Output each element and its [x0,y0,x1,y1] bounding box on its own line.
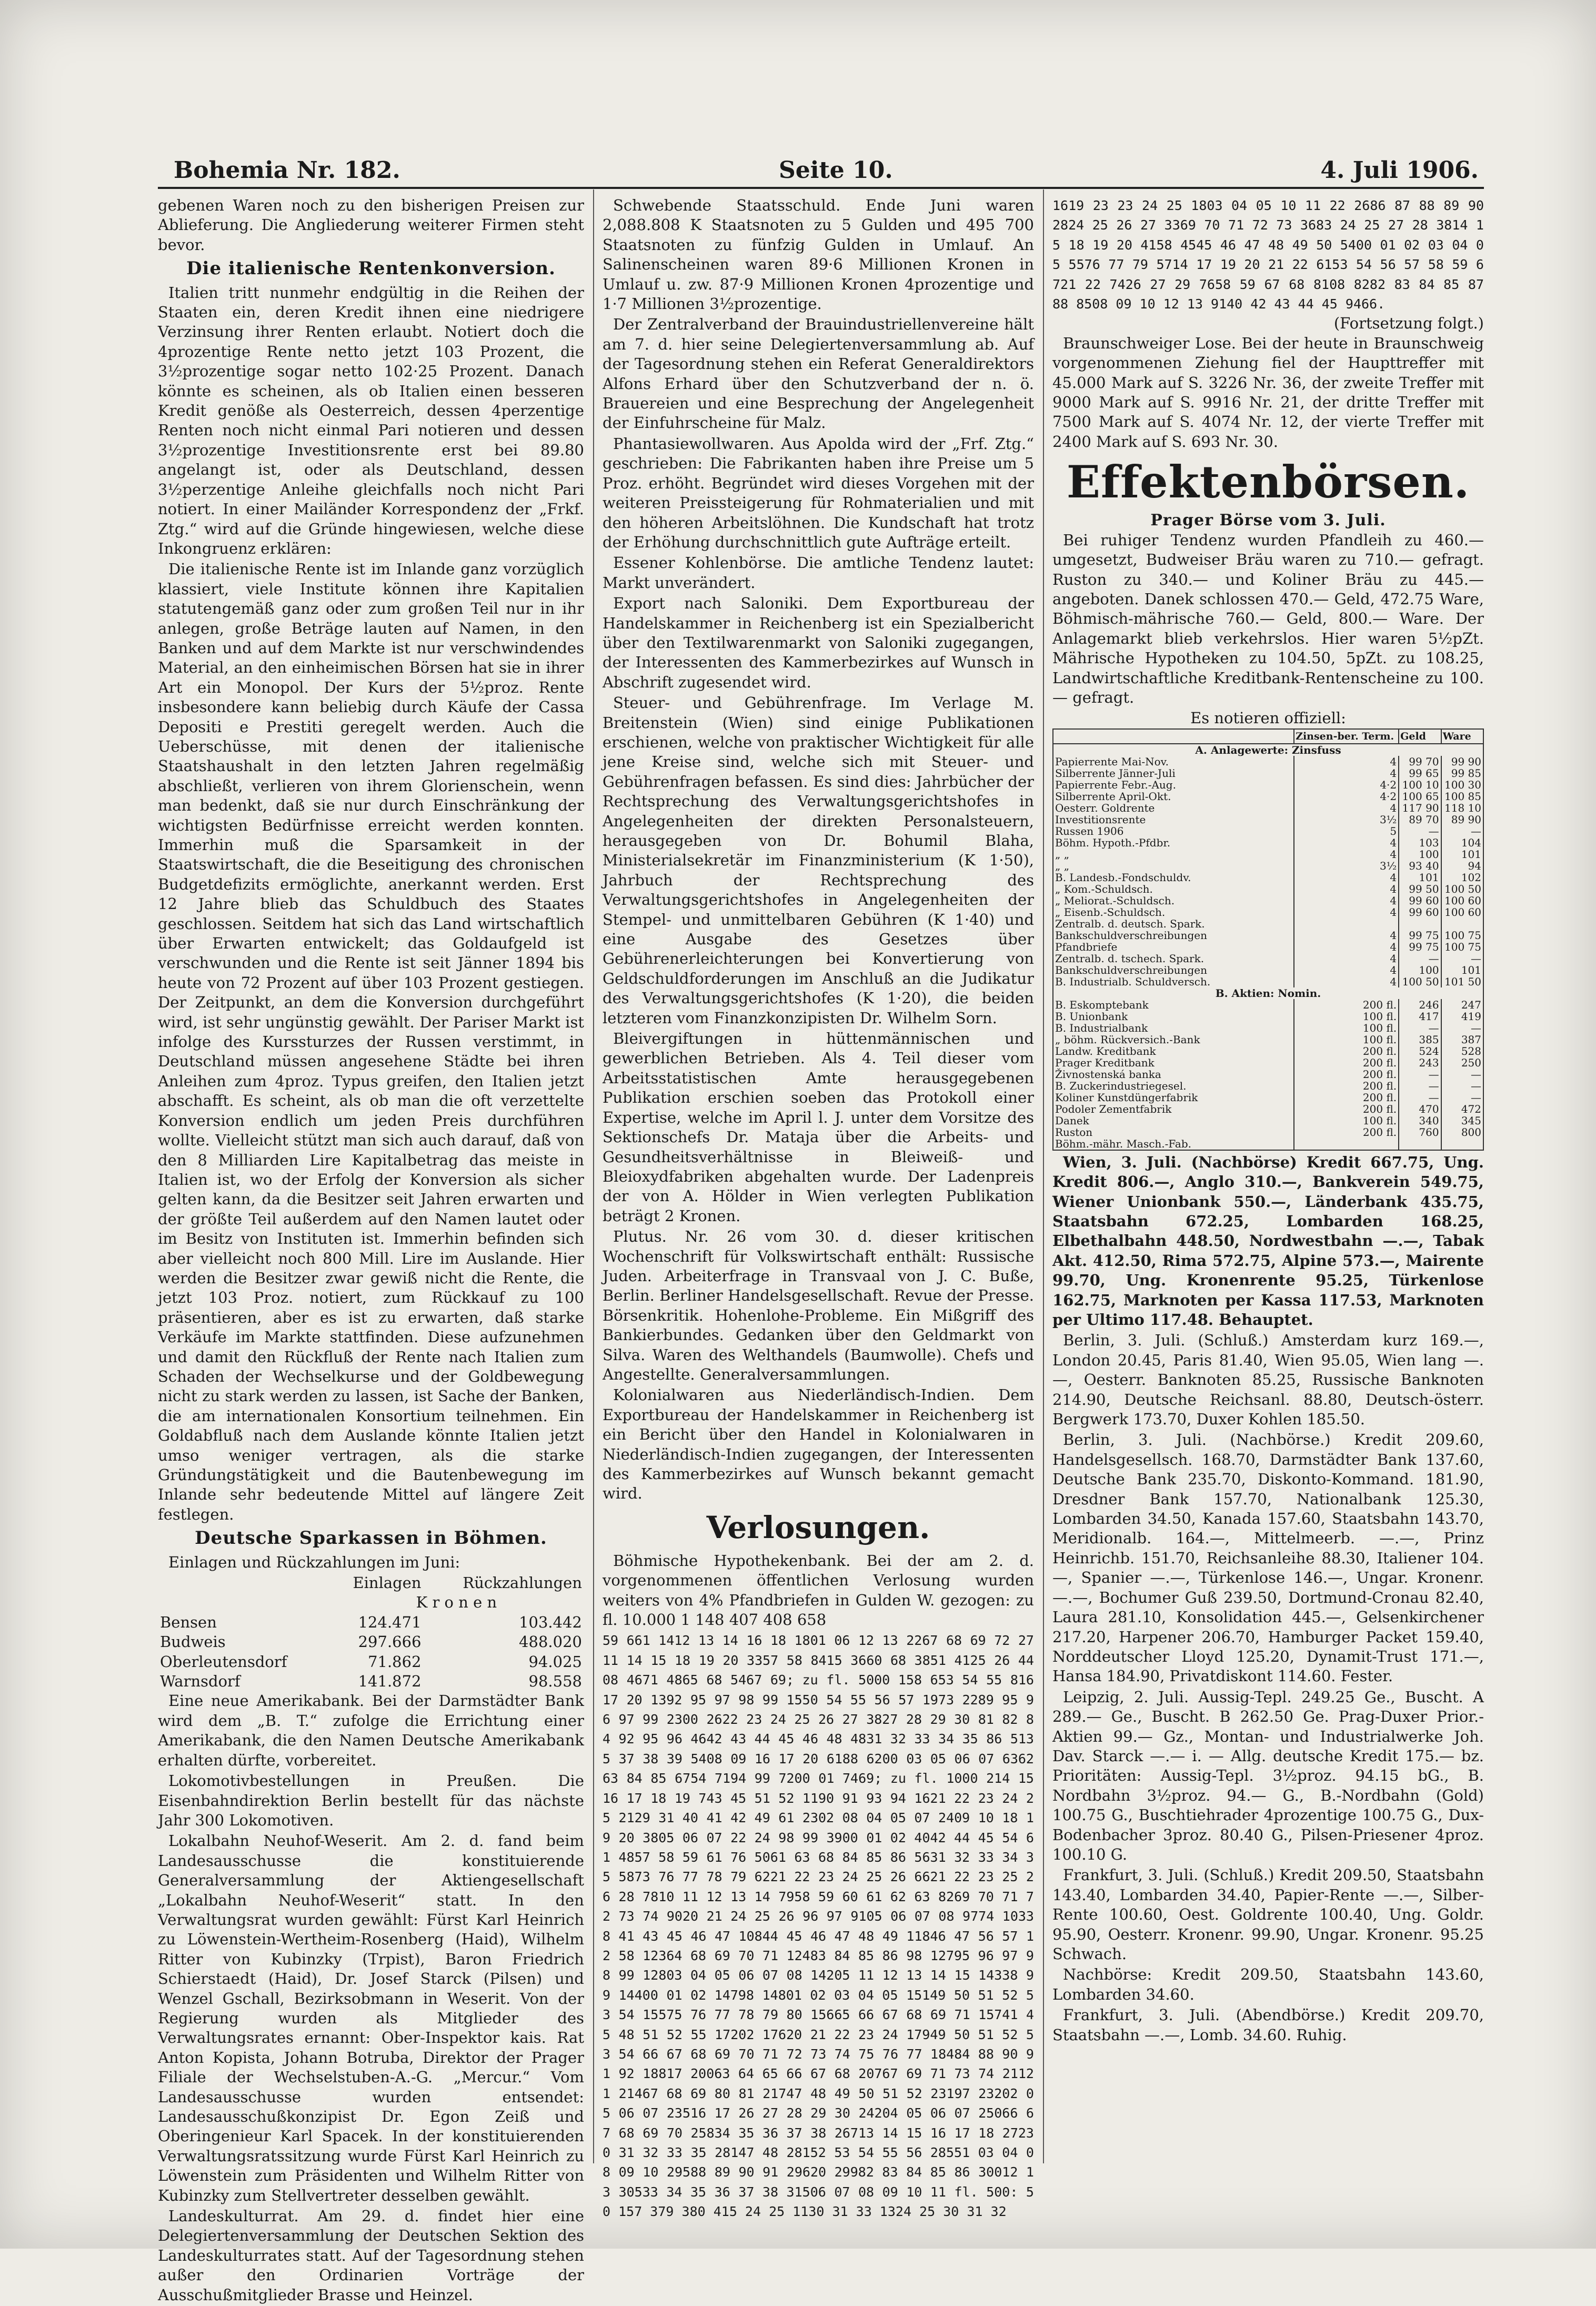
table-cell: 4 [1294,837,1399,848]
table-cell: — [1441,825,1483,837]
paragraph: Essener Kohlenbörse. Die amtliche Tendenz lautet: Markt unverändert. [603,554,1034,592]
table-cell: 528 [1441,1045,1483,1057]
paragraph: Plutus. Nr. 26 vom 30. d. dieser kritischen Wochenschrift für Volkswirtschaft enthält: Russische Juden. Arbeiterfrage in Transvaal von J. C. Buße, Berlin. Berliner Handelsgesellschaft. Revue der Presse. Börsenkritik. Hohenlohe-Probleme. Ein Mißgriff des Bankierbundes. Gedanken über den Geldmarkt von Silva. Waren des Welthandels (Baumwolle). Chefs und Angestellte. Generalversammlungen. [603,1227,1034,1383]
table-cell: 4 [1294,848,1399,860]
table-cell: Prager Kreditbank [1053,1057,1294,1069]
table-header-cell: Zinsen-ber. Term. [1294,729,1399,744]
table-cell: Ruston [1053,1126,1294,1138]
section-heading-effektenboersen: Effektenbörsen. [1066,456,1470,508]
table-cell: 200 fl. [1294,1069,1399,1080]
table-cell: 100 fl. [1294,1022,1399,1034]
table-cell: — [1399,1080,1441,1092]
table-cell: 98.558 [528,1672,582,1691]
table-cell: 3½ [1294,814,1399,825]
table-cell: Oesterr. Goldrente [1053,802,1294,814]
table-cell: 488.020 [519,1633,582,1651]
table-cell: 200 fl. [1294,1092,1399,1103]
newspaper-title: Bohemia Nr. 182. [174,157,400,184]
table-cell: 4·2 [1294,791,1399,802]
table-cell: 800 [1441,1126,1483,1138]
paragraph: Eine neue Amerikabank. Bei der Darmstädter Bank wird dem „B. T.“ zufolge die Errichtung einer Amerikabank, die den Namen Deutsche Amerikabank erhalten dürfte, vorbereitet. [158,1692,584,1769]
table-cell: — [1441,1069,1483,1080]
table-cell: Pfandbriefe [1053,941,1294,953]
column-divider-2 [1043,189,1044,2163]
table-cell: 4 [1294,756,1399,767]
table-cell: 124.471 [358,1613,421,1631]
table-cell: 417 [1399,1011,1441,1022]
table-cell: 100 30 [1441,779,1483,791]
table-cell: 89 90 [1441,814,1483,825]
table-cell [1399,1138,1441,1150]
table-cell: Bankschuldverschreibungen [1053,964,1294,976]
table-row [1053,918,1483,930]
lottery-number-list: 59 661 1412 13 14 16 18 1801 06 12 13 2267 68 69 72 2711 14 15 18 19 20 3357 58 8415 3660 68 3851 4125 26 4408 4671 4865 68 5467 69; zu fl. 5000 158 653 54 55 816 17 20 1392 95 97 98 99 1550 54 55 56 57 1973 2289 95 96 97 99 2300 2622 23 24 25 26 27 3827 28 29 30 81 82 84 92 95 96 4642 43 44 45 46 48 4831 32 33 34 35 86 5135 37 38 39 5408 09 16 17 20 6188 6200 03 05 06 07 6362 63 84 85 6754 7194 99 7200 01 7469; zu fl. 1000 214 15 16 17 18 19 743 45 51 52 1190 91 93 94 1621 22 23 24 25 2129 31 40 41 42 49 61 2302 08 04 05 07 2409 10 18 19 20 3805 06 07 22 24 98 99 3900 01 02 4042 44 45 54 61 4857 58 59 61 76 5061 63 68 84 85 86 5631 32 33 34 35 5873 76 77 78 79 6221 22 23 24 25 26 6621 22 23 25 26 28 7810 11 12 13 14 7958 59 60 61 62 63 8269 70 71 72 73 74 9020 21 24 25 26 96 97 9105 06 07 08 9774 10338 41 43 45 46 47 10844 45 46 47 48 49 11846 47 56 57 12 58 12364 68 69 70 71 12483 84 85 86 98 12795 96 97 98 99 12803 04 05 06 07 08 14205 11 12 13 14 15 14338 99 14400 01 02 14798 14801 02 03 04 05 15149 50 51 52 53 54 15575 76 77 78 79 80 15665 66 67 68 69 71 15741 45 48 51 52 55 17202 17620 21 22 23 24 17949 50 51 52 53 54 66 67 68 69 70 71 72 73 74 75 76 77 18484 88 90 91 92 18817 20063 64 65 66 67 68 20767 69 71 73 74 21121 21467 68 69 80 81 21747 48 49 50 51 52 23197 23202 05 06 07 23516 17 26 27 28 29 30 24204 05 06 07 25066 67 68 69 70 25834 35 36 37 38 26713 14 15 16 17 18 27230 31 32 33 35 28147 48 28152 53 54 55 56 28551 03 04 08 09 10 29588 89 90 91 29620 29982 83 84 85 86 30012 13 30533 34 35 36 37 38 31506 07 08 09 10 11 fl. 500: 50 157 379 380 415 24 25 1130 31 33 1324 25 30 31 32 [603,1633,1034,2220]
table-cell: 99 90 [1441,756,1483,767]
table-cell [1441,918,1483,930]
paragraph: Böhmische Hypothekenbank. Bei der am 2. d. vorgenommenen öffentlichen Verlosung wurden weiters von 4% Pfandbriefen in Gulden W. gezogen: zu fl. 10.000 1 148 407 408 658 [603,1551,1034,1629]
paragraph: gebenen Waren noch zu den bisherigen Preisen zur Ablieferung. Die Angliederung weiterer Firmen steht bevor. [158,196,584,254]
table-row [1053,1034,1483,1045]
table-cell: 247 [1441,999,1483,1011]
table-row [1053,999,1483,1011]
table-cell: 4 [1294,767,1399,779]
table-cell: B. Eskomptebank [1053,999,1294,1011]
table-cell: 200 fl. [1294,1057,1399,1069]
table-cell: 4 [1294,930,1399,941]
table-cell: 387 [1441,1034,1483,1045]
table-cell: B. Zuckerindustriegesel. [1053,1080,1294,1092]
table-cell: 99 60 [1399,906,1441,918]
table-row [1053,848,1483,860]
table-cell: 103 [1399,837,1441,848]
table-cell: 100 [1399,848,1441,860]
savings-bank-table [158,1573,584,1691]
table-cell: „ „ [1053,848,1294,860]
table-cell: 99 85 [1441,767,1483,779]
table-row [1053,883,1483,895]
column-divider-1 [593,189,594,2163]
table-row [1053,814,1483,825]
table-cell: Oberleutensdorf [160,1652,287,1671]
table-cell: „ Kom.-Schuldsch. [1053,883,1294,895]
table-cell: 100 60 [1441,895,1483,906]
table-cell: Zentralb. d. tschech. Spark. [1053,953,1294,964]
table-cell: 5 [1294,825,1399,837]
table-cell: 250 [1441,1057,1483,1069]
section-heading-verlosungen: Verlosungen. [706,1509,930,1545]
table-cell: 4·2 [1294,779,1399,791]
table-cell: Landw. Kreditbank [1053,1045,1294,1057]
table-cell: 100 10 [1399,779,1441,791]
paragraph: Export nach Saloniki. Dem Exportbureau der Handelskammer in Reichenberg ist ein Spezialbericht über den Textilwarenmarkt von Saloniki zugegangen, der Interessenten des Kammerbezirkes auf Wunsch in Abschrift zugesendet wird. [603,594,1034,691]
table-row [1053,1057,1483,1069]
table-cell: Böhm. Hypoth.-Pfdbr. [1053,837,1294,848]
unit-label: K r o n e n [416,1593,497,1612]
table-cell: 117 90 [1399,802,1441,814]
table-cell: — [1399,1092,1441,1103]
table-cell: Silberrente Jänner-Juli [1053,767,1294,779]
lottery-number-list: 1619 23 23 24 25 1803 04 05 10 11 22 2686 87 88 89 90 2824 25 26 27 3369 70 71 72 73 3683 24 25 27 28 3814 15 18 19 20 4158 4545 46 47 48 49 50 5400 01 02 03 04 05 5576 77 79 5714 17 19 20 21 22 6153 54 56 57 58 59 6721 22 7426 27 29 7658 59 67 68 8108 8282 83 84 85 87 88 8508 09 10 12 13 9140 42 43 44 45 9466. [1052,198,1484,312]
table-cell: 93 40 [1399,860,1441,872]
table-cell: 472 [1441,1103,1483,1115]
table-cell: 760 [1399,1126,1441,1138]
table-row [1053,1092,1483,1103]
table-row [1053,1138,1483,1150]
table-cell: Silberrente April-Okt. [1053,791,1294,802]
table-cell: — [1399,825,1441,837]
table-cell: Papierrente Febr.-Aug. [1053,779,1294,791]
table-cell: 100 85 [1441,791,1483,802]
column-1 [158,196,584,2306]
table-row [1053,964,1483,976]
table-row [1053,860,1483,872]
table-row [1053,906,1483,918]
table-cell: — [1441,1092,1483,1103]
table-cell: B. Landesb.-Fondschuldv. [1053,872,1294,883]
table-cell: 99 75 [1399,941,1441,953]
table-cell: 101 [1441,964,1483,976]
table-cell: 4 [1294,941,1399,953]
paragraph: Leipzig, 2. Juli. Aussig-Tepl. 249.25 Ge., Buscht. A 289.— Ge., Buscht. B 262.50 Ge. Prag-Duxer Prior.-Aktien 99.— Gz., Montan- und Industrialwerke Joh. Dav. Starck —.— i. — Allg. deutsche Kredit 175.— bz. Prioritäten: Aussig-Tepl. 3½proz. 94.15 bG., B. Nordbahn 3½proz. 94.— G., B.-Nordbahn (Gold) 100.75 G., Buschtiehrader 4prozentige 100.75 G., Dux-Bodenbacher 3proz. 80.40 G., Pilsen-Priesener 4proz. 100.10 G. [1052,1688,1484,1863]
paragraph: Berlin, 3. Juli. (Schluß.) Amsterdam kurz 169.—, London 20.45, Paris 81.40, Wien 95.05, Wien lang —.—, Oesterr. Banknoten 85.25, Russische Banknoten 214.90, Deutsche Reichsanl. 88.80, Deutsch-österr. Bergwerk 173.70, Duxer Kohlen 185.50. [1052,1331,1484,1429]
table-cell: 246 [1399,999,1441,1011]
table-row [1053,1045,1483,1057]
table-row [1053,930,1483,941]
table-cell: Russen 1906 [1053,825,1294,837]
table-header-cell: Ware [1441,729,1483,744]
table-cell: 104 [1441,837,1483,848]
price-table [1052,728,1484,1151]
table-cell: 4 [1294,953,1399,964]
table-cell [1294,1138,1399,1150]
table-row [1053,756,1483,767]
table-cell: 100 fl. [1294,1011,1399,1022]
table-cell: B. Unionbank [1053,1011,1294,1022]
table-cell: Bankschuldverschreibungen [1053,930,1294,941]
table-cell: 102 [1441,872,1483,883]
table-cell: Böhm.-mähr. Masch.-Fab. [1053,1138,1294,1150]
paragraph: Braunschweiger Lose. Bei der heute in Braunschweig vorgenommenen Ziehung fiel der Haupttreffer mit 45.000 Mark auf S. 3226 Nr. 36, der zweite Treffer mit 9000 Mark auf S. 9916 Nr. 21, der dritte Treffer mit 7500 Mark auf S. 4074 Nr. 12, der vierte Treffer mit 2400 Mark auf S. 693 Nr. 30. [1052,334,1484,451]
table-row [158,1613,584,1632]
table-cell: 385 [1399,1034,1441,1045]
table-section-label: A. Anlagewerte: Zinsfuss [1053,744,1483,756]
table-row [1053,941,1483,953]
paragraph: Einlagen und Rückzahlungen im Juni: [168,1553,460,1571]
table-cell: 100 50 [1399,976,1441,987]
table-cell: „ „ [1053,860,1294,872]
paragraph: Steuer- und Gebührenfrage. Im Verlage M. Breitenstein (Wien) sind einige Publikationen erschienen, welche von praktischer Wichtigkeit für alle jene Kreise sind, welche sich mit Steuer- und Gebührenfragen befassen. Es sind dies: Jahrbücher der Rechtsprechung des Verwaltungsgerichtshofes in Angelegenheiten der direkten Personalsteuern, herausgegeben von Dr. Bohumil Blaha, Ministerialsekretär im Finanzministerium (K 1·50), Jahrbuch der Rechtsprechung des Verwaltungsgerichtshofes in Angelegenheiten der Stempel- und unmittelbaren Gebühren (K 1·40) und eine Ausgabe des Gesetzes über Gebührenerleichterungen bei Konvertierung von Geldschuldforderungen im Anschluß an die Judikatur des Verwaltungsgerichtshofes (K 1·20), die beiden letzteren vom Finanzkonzipisten Dr. Wilhelm Sorn. [603,694,1034,1027]
table-row [1053,1103,1483,1115]
table-cell: 297.666 [358,1633,421,1651]
table-cell: 200 fl. [1294,1103,1399,1115]
table-cell: 141.872 [358,1672,421,1691]
table-cell: 100 fl. [1294,1034,1399,1045]
page-number: Seite 10. [779,157,893,184]
table-cell: 101 [1441,848,1483,860]
table-cell: 4 [1294,883,1399,895]
table-cell: 100 fl. [1294,1115,1399,1126]
article-heading: Deutsche Sparkassen in Böhmen. [195,1528,547,1549]
table-cell: — [1399,1022,1441,1034]
table-cell: 3½ [1294,860,1399,872]
table-cell: 4 [1294,976,1399,987]
table-cell: 200 fl. [1294,1045,1399,1057]
table-cell: Živnostenská banka [1053,1069,1294,1080]
paragraph: Phantasiewollwaren. Aus Apolda wird der „Frf. Ztg.“ geschrieben: Die Fabrikanten haben ihre Preise um 5 Proz. erhöht. Begründet wird dieses Vorgehen mit der weiteren Preissteigerung für Rohmaterialien und mit den höheren Arbeitslöhnen. Die Kundschaft hat trotz der Erhöhung durchschnittlich gute Aufträge erteilt. [603,434,1034,551]
table-cell: 100 65 [1399,791,1441,802]
table-row [1053,825,1483,837]
continuation-note: (Fortsetzung folgt.) [1333,314,1484,333]
table-row [1053,802,1483,814]
table-cell: „ böhm. Rückversich.-Bank [1053,1034,1294,1045]
article-heading: Prager Börse vom 3. Juli. [1150,511,1386,530]
table-cell: 99 75 [1399,930,1441,941]
table-cell: 4 [1294,895,1399,906]
table-row [1053,895,1483,906]
table-cell: 200 fl. [1294,1126,1399,1138]
paragraph: Der Zentralverband der Brauindustriellenvereine hält am 7. d. hier seine Delegiertenversammlung ab. Auf der Tagesordnung stehen ein Referat Generaldirektors Alfons Erhard über den Schutzverband der n. ö. Brauereien und eine Besprechung der Angelegenheit der Einfuhrscheine für Malz. [603,315,1034,432]
table-cell [1399,918,1441,930]
table-cell: Koliner Kunstdüngerfabrik [1053,1092,1294,1103]
table-cell [1294,918,1399,930]
table-header-cell: Einlagen [353,1574,421,1592]
table-cell: 100 [1399,964,1441,976]
table-cell: 4 [1294,964,1399,976]
table-cell: 100 60 [1441,906,1483,918]
table-cell: Zentralb. d. deutsch. Spark. [1053,918,1294,930]
table-cell: 99 50 [1399,883,1441,895]
paragraph: Italien tritt nunmehr endgültig in die Reihen der Staaten ein, deren Kredit ihnen eine niedrigere Verzinsung ihrer Renten erlaubt. Notiert doch die 4prozentige Rente netto jetzt 103 Prozent, die 3½prozentige sogar netto 102·25 Prozent. Danach könnte es scheinen, als ob Italien einen besseren Kredit genöße als Oesterreich, dessen 4perzentige Renten noch nicht einmal Pari notieren und dessen 3½prozentige Investitionsrente erst bei 89.80 angelangt ist, oder als Deutschland, dessen 3½perzentige Anleihe gleichfalls noch nicht Pari notiert. In einer Mailänder Korrespondenz der „Frkf. Ztg.“ wird auf die Gründe hingewiesen, welche diese Inkongruenz erklären: [158,283,584,557]
paragraph: Bleivergiftungen in hüttenmännischen und gewerblichen Betrieben. Als 4. Teil dieser vom Arbeitsstatistischen Amte herausgegebenen Publikation erschien soeben das Protokoll einer Expertise, welche im April l. J. unter dem Vorsitze des Sektionschefs Dr. Mataja über die Arbeits- und Gesundheitsverhältnisse in Bleiweiß- und Bleioxydfabriken abgehalten wurde. Der Ladenpreis der von A. Hölder in Wien verlegten Publikation beträgt 2 Kronen. [603,1030,1034,1225]
paragraph: Nachbörse: Kredit 209.50, Staatsbahn 143.60, Lombarden 34.60. [1052,1965,1484,2003]
table-row [1053,872,1483,883]
paragraph: Es notieren offiziell: [1190,709,1346,727]
table-cell: 99 65 [1399,767,1441,779]
table-cell: „ Meliorat.-Schuldsch. [1053,895,1294,906]
table-header-cell: Rückzahlungen [463,1574,582,1592]
table-cell: 71.862 [368,1652,421,1671]
table-row [1053,976,1483,987]
table-row [1053,791,1483,802]
table-row [1053,779,1483,791]
paragraph: Frankfurt, 3. Juli. (Abendbörse.) Kredit 209.70, Staatsbahn —.—, Lomb. 34.60. Ruhig. [1052,2006,1484,2044]
paragraph: Frankfurt, 3. Juli. (Schluß.) Kredit 209.50, Staatsbahn 143.40, Lombarden 34.40, Papier-Rente —.—, Silber-Rente 100.60, Oest. Goldrente 100.40, Ung. Goldr. 95.90, Oesterr. Kronenr. 99.90, Ungar. Kronenr. 95.25 Schwach. [1052,1866,1484,1963]
table-row [1053,1069,1483,1080]
table-header-cell [158,1573,329,1593]
table-cell: 94 [1441,860,1483,872]
paragraph: Landeskulturrat. Am 29. d. findet hier eine Delegiertenversammlung der Deutschen Sektion des Landeskulturrates statt. Auf der Tagesordnung stehen außer den Ordinarien Vorträge der Ausschußmitglieder Brasse und Heinzel. [158,2207,584,2304]
table-cell: „ Eisenb.-Schuldsch. [1053,906,1294,918]
table-cell: 200 fl. [1294,1080,1399,1092]
table-cell: 100 75 [1441,941,1483,953]
table-header-cell: Geld [1399,729,1441,744]
table-cell: 100 50 [1441,883,1483,895]
table-cell: B. Industrialb. Schuldversch. [1053,976,1294,987]
paragraph: Bei ruhiger Tendenz wurden Pfandleih zu 460.— umgesetzt, Budweiser Bräu waren zu 710.— gefragt. Ruston zu 340.— und Koliner Bräu zu 445.— angeboten. Danek schlossen 470.— Geld, 472.75 Ware, Böhmisch-mährische 760.— Geld, 800.— Ware. Der Anlagemarkt blieb verkehrslos. Hier waren 5½pZt. Mährische Hypotheken zu 104.50, 5pZt. zu 108.25, Landwirtschaftliche Kreditbank-Rentenscheine zu 100.— gefragt. [1052,531,1484,706]
paragraph: Schwebende Staatsschuld. Ende Juni waren 2,088.808 K Staatsnoten zu 5 Gulden und 495 700 Staatsnoten zu fünfzig Gulden in Umlauf. An Salinenscheinen waren 89·6 Millionen Kronen in Umlauf u. zw. 87·9 Millionen Kronen 4prozentige und 1·7 Millionen 3½prozentige. [603,196,1034,313]
table-cell: B. Industrialbank [1053,1022,1294,1034]
table-row [1053,953,1483,964]
table-header-cell [1053,729,1294,744]
table-cell [1441,1138,1483,1150]
column-3 [1052,196,1484,2046]
paragraph: Lokomotivbestellungen in Preußen. Die Eisenbahndirektion Berlin bestellt für das nächste Jahr 300 Lokomotiven. [158,1772,584,1829]
table-row [158,1672,584,1691]
table-cell: Budweis [160,1633,226,1651]
table-cell: 101 50 [1441,976,1483,987]
table-row [158,1632,584,1652]
article-heading: Die italienische Rentenkonversion. [186,258,556,279]
table-cell: Papierrente Mai-Nov. [1053,756,1294,767]
paragraph: Berlin, 3. Juli. (Nachbörse.) Kredit 209.60, Handelsgesellsch. 168.70, Darmstädter Bank 137.60, Deutsche Bank 235.70, Diskonto-Kommand. 181.90, Dresdner Bank 157.70, Nationalbank 125.30, Lombarden 34.50, Kanada 157.60, Staatsbahn 143.70, Meridionalb. 164.—, Mittelmeerb. —.—, Prinz Heinrichb. 151.70, Reichsanleihe 88.30, Italiener 104.—, Spanier —.—, Türkenlose 146.—, Ungar. Kronenr. —.—, Bochumer Guß 239.50, Dortmund-Cronau 82.40, Laura 281.10, Konsolidation 445.—, Gelsenkirchener 217.20, Harpener 206.70, Hamburger Packet 159.40, Norddeutscher Lloyd 125.20, Dynamit-Trust 171.—, Hansa 184.90, Privatdiskont 114.60. Fester. [1052,1431,1484,1685]
table-cell: 94.025 [528,1652,582,1671]
table-cell: — [1399,953,1441,964]
paragraph: Die italienische Rente ist im Inlande ganz vorzüglich klassiert, viele Institute können ihre Kapitalien statutengemäß ganz oder zum großen Teil nur in ihr anlegen, große Beträge lauten auf Namen, in den Banken und auf dem Markte ist nur verschwindendes Material, an den einheimischen Börsen hat sie in ihrer Art ein Monopol. Der Kurs der 5½proz. Rente insbesondere kann beliebig durch Käufe der Cassa Depositi e Prestiti geregelt werden. Auch die Ueberschüsse, mit denen der italienische Staatshaushalt in den letzten Jahren regelmäßig abschließt, verlieren von ihrem Glorienschein, wenn man bedenkt, daß sie nur durch Einschränkung der wichtigsten Bedürfnisse erreicht werden konnten. Immerhin muß die Sparsamkeit in der Staatswirtschaft, die die Beseitigung des chronischen Budgetdefizits ermöglichte, anerkannt werden. Erst 12 Jahre blieb das Schuldbuch des Staates geschlossen. Seitdem hat sich das Land wirtschaftlich über Erwarten entwickelt; das Goldaufgeld ist verschwunden und die Rente ist seit Jänner 1894 bis heute von 72 Prozent auf über 103 Prozent gestiegen. Der Zeitpunkt, an dem die Konversion durchgeführt wird, ist sehr ungünstig gewählt. Der Pariser Markt ist infolge des Kurssturzes der Russen verstimmt, in Deutschland müssen angesehene Städte bei ihren Anleihen zum 4proz. Typus greifen, den Italien jetzt abschafft. Es scheint, als ob man die oft verzettelte Konversion endlich um jeden Preis durchführen wollte. Vielleicht stützt man sich auch darauf, daß von den 8 Milliarden Lire Kapitalbetrag das meiste in Italien ist, wo der Erfolg der Konversion als sicher gelten kann, da die Besitzer seit Jahren erwarten und der größte Teil außerdem auf den Namen lautet oder im Besitz von Instituten ist. Immerhin befinden sich aber vielleicht noch 800 Mill. Lire im Auslande. Hier werden die Besitzer zwar gewiß nicht die Rente, die jetzt 103 Proz. notiert, zum Rückkauf zu 100 präsentieren, aber es ist zu erwarten, daß starke Verkäufe im Markte stattfinden. Diese aufzunehmen und damit den Rückfluß der Rente nach Italien zum Schaden der Wechselkurse und der Goldbewegung nicht zu stark werden zu lassen, ist Sache der Banken, die am internationalen Konsortium teilnehmen. Ein Goldabfluß nach dem Auslande könnte Italien jetzt umso weniger vertragen, als die starke Gründungstätigkeit und die Bautenbewegung im Inlande sehr bedeutende Mittel auf längere Zeit festlegen. [158,560,584,1523]
table-cell: 4 [1294,906,1399,918]
table-cell: — [1441,953,1483,964]
table-row [1053,1080,1483,1092]
table-cell: 524 [1399,1045,1441,1057]
table-cell: 4 [1294,872,1399,883]
table-cell: 101 [1399,872,1441,883]
table-cell: 243 [1399,1057,1441,1069]
issue-date: 4. Juli 1906. [1320,157,1479,184]
table-cell: 103.442 [519,1613,582,1631]
table-cell: — [1441,1022,1483,1034]
table-row [1053,1022,1483,1034]
table-cell: 118 10 [1441,802,1483,814]
paragraph: Lokalbahn Neuhof-Weserit. Am 2. d. fand beim Landesausschusse die konstituierende Generalversammlung der Aktiengesellschaft „Lokalbahn Neuhof-Weserit“ statt. In den Verwaltungsrat wurden gewählt: Fürst Karl Heinrich zu Löwenstein-Wertheim-Rosenberg (Haid), Wilhelm Ritter von Kubinzky (Trpist), Baron Friedrich Schierstaedt (Haid), Dr. Josef Starck (Pilsen) und Wenzel Gschall, Bezirksobmann in Weserit. Von der Regierung wurden als Mitglieder des Verwaltungsrates ernannt: Ober-Inspektor kais. Rat Anton Kopista, Johann Botruba, Direktor der Prager Filiale der Wechselstuben-A.-G. „Mercur.“ Vom Landesausschusse wurden entsendet: Landesausschußkonzipist Dr. Egon Zeiß und Oberingenieur Karl Spacek. In der konstituierenden Verwaltungsratssitzung wurde Fürst Karl Heinrich zu Löwenstein zum Präsidenten und Wilhelm Ritter von Kubinzky zum Stellvertreter desselben gewählt. [158,1832,584,2204]
table-cell: 99 60 [1399,895,1441,906]
table-cell: Investitionsrente [1053,814,1294,825]
table-cell: 200 fl. [1294,999,1399,1011]
table-cell: 419 [1441,1011,1483,1022]
paragraph: Wien, 3. Juli. (Nachbörse) Kredit 667.75, Ung. Kredit 806.—, Anglo 310.—, Bankverein 549.75, Wiener Unionbank 550.—, Länderbank 435.75, Staatsbahn 672.25, Lombarden 168.25, Elbethalbahn 448.50, Nordwestbahn —.—, Tabak Akt. 412.50, Rima 572.75, Alpine 573.—, Mairente 99.70, Ung. Kronenrente 95.25, Türkenlose 162.75, Marknoten per Kassa 117.53, Marknoten per Ultimo 117.48. Behauptet. [1052,1153,1484,1329]
table-cell: — [1399,1069,1441,1080]
table-row [1053,767,1483,779]
header-rule [158,187,1484,189]
table-cell: 4 [1294,802,1399,814]
table-cell: 340 [1399,1115,1441,1126]
table-cell: Danek [1053,1115,1294,1126]
table-cell: Bensen [160,1613,217,1631]
table-cell: 345 [1441,1115,1483,1126]
table-section-label: B. Aktien: Nomin. [1053,987,1483,999]
table-row [1053,1126,1483,1138]
table-cell: Warnsdorf [160,1672,240,1691]
table-cell: 470 [1399,1103,1441,1115]
table-row [1053,837,1483,848]
table-row [1053,1115,1483,1126]
table-row [158,1652,584,1672]
table-cell: 89 70 [1399,814,1441,825]
table-cell: 100 75 [1441,930,1483,941]
table-cell: Podoler Zementfabrik [1053,1103,1294,1115]
table-cell: — [1441,1080,1483,1092]
paragraph: Kolonialwaren aus Niederländisch-Indien. Dem Exportbureau der Handelskammer in Reichenberg ist ein Bericht über den Handel in Kolonialwaren in Niederländisch-Indien zugegangen, der Interessenten des Kammerbezirkes auf Wunsch bekannt gemacht wird. [603,1386,1034,1503]
table-row [1053,1011,1483,1022]
table-cell: 99 70 [1399,756,1441,767]
column-2 [603,196,1034,2222]
